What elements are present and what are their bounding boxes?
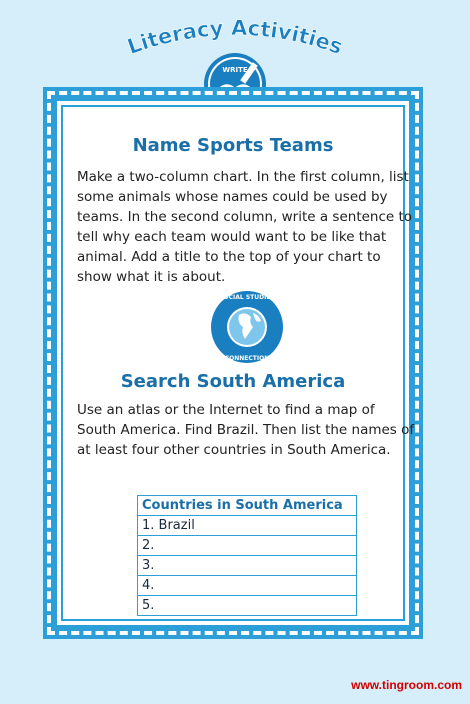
table-row (138, 556, 357, 576)
social-studies-globe-icon (209, 289, 285, 365)
table-cell: 2. (138, 536, 357, 556)
activity2-heading: Search South America (120, 371, 346, 392)
svg-text:WRITE: WRITE (222, 66, 248, 74)
countries-table (137, 495, 357, 616)
activity1-heading: Name Sports Teams (132, 135, 334, 156)
activity2-body: Use an atlas or the Internet to find a map of South America. Find Brazil. Then list the names of at least four other countries in South America. (77, 402, 415, 458)
table-cell: 4. (138, 576, 357, 596)
table-header-row (138, 496, 357, 516)
table-header: Countries in South America (138, 496, 357, 516)
svg-text:SOCIAL STUDIES: SOCIAL STUDIES (219, 294, 275, 301)
table-row (138, 596, 357, 616)
table-row (138, 576, 357, 596)
activity-card (43, 87, 423, 639)
table-cell: 1. Brazil (138, 516, 357, 536)
activity1-body: Make a two-column chart. In the first column, list some animals whose names could be used by teams. In the second column, write a sentence to tell why each team would want to be like that animal. Add a title to the top of your chart to show what it is about. (77, 169, 413, 285)
table-row (138, 516, 357, 536)
svg-text:CONNECTION: CONNECTION (224, 355, 270, 362)
table-row (138, 536, 357, 556)
table-cell: 5. (138, 596, 357, 616)
page-title: Literacy Activities (124, 15, 346, 60)
source-url[interactable]: www.tingroom.com (351, 678, 462, 692)
table-cell: 3. (138, 556, 357, 576)
title-banner (0, 0, 470, 90)
